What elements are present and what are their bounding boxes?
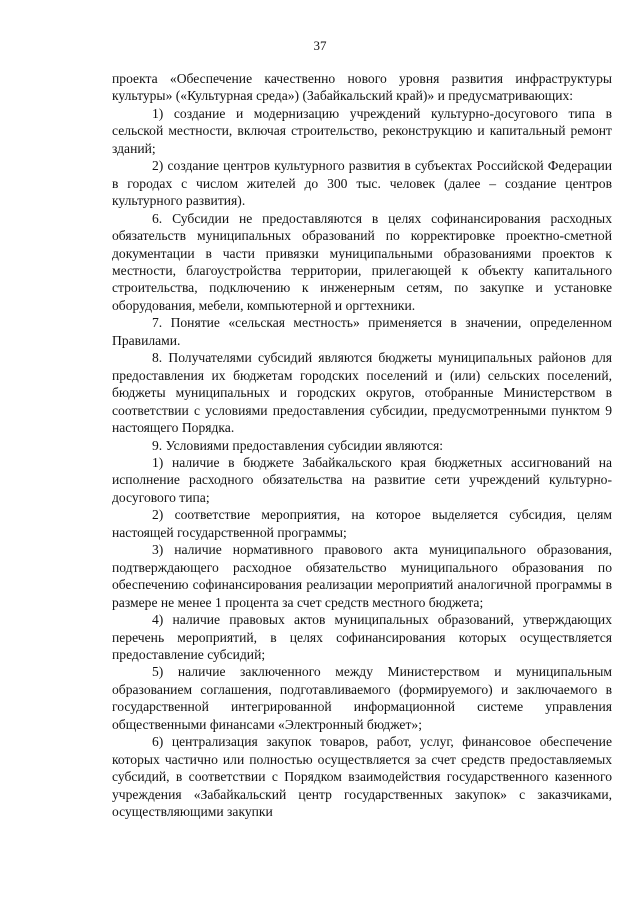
paragraph-6-subsidy-exclusions: 6. Субсидии не предоставляются в целях софинансирования расходных обязательств муниципальных образований по корректировке проектно-сметной документации в части привязки муниципальными образованиями проектов к местности, благоустройства территории, прилегающей к объекту капитального строительства, подключению к инженерным сетям, по закупке и установке оборудования, мебели, компьютерной и оргтехники.: [112, 210, 612, 313]
paragraph-condition-3-legal-act: 3) наличие нормативного правового акта муниципального образования, подтверждающего расходное обязательство муниципального образования по обеспечению софинансирования реализации мероприятий аналогичной программы в размере не менее 1 процента за счет средств местного бюджета;: [112, 542, 612, 610]
paragraph-8-subsidy-recipients: 8. Получателями субсидий являются бюджеты муниципальных районов для предоставления их бюджетам городских поселений и (или) сельских поселений, бюджеты муниципальных и городских округов, отобранные Министерством в соответствии с условиями предоставления субсидии, предусмотренными пунктом 9 настоящего Порядка.: [112, 350, 612, 436]
document-body: [112, 70, 612, 820]
paragraph-condition-4-legal-acts: 4) наличие правовых актов муниципальных образований, утверждающих перечень мероприятий, в целях софинансирования которых осуществляется предоставление субсидий;: [112, 612, 612, 662]
paragraph-item-1-rural-institutions: 1) создание и модернизацию учреждений культурно-досугового типа в сельской местности, включая строительство, реконструкцию и капитальный ремонт зданий;: [112, 105, 612, 156]
paragraph-item-2-cultural-centers: 2) создание центров культурного развития в субъектах Российской Федерации в городах с числом жителей до 300 тыс. человек (далее – создание центров культурного развития).: [112, 158, 612, 209]
page-number: 37: [313, 38, 327, 53]
paragraph-condition-2-compliance: 2) соответствие мероприятия, на которое выделяется субсидия, целям настоящей государственной программы;: [112, 507, 612, 540]
paragraph-condition-5-agreement: 5) наличие заключенного между Министерством и муниципальным образованием соглашения, подготавливаемого (формируемого) и заключаемого в государственной интегрированной информационной системе управления общественными финансами «Электронный бюджет»;: [112, 664, 612, 732]
paragraph-intro-continuation: проекта «Обеспечение качественно нового уровня развития инфраструктуры культуры» («Культурная среда») (Забайкальский край)» и предусматривающих:: [112, 71, 612, 104]
paragraph-condition-6-procurement: 6) централизация закупок товаров, работ, услуг, финансовое обеспечение которых частично или полностью осуществляется за счет средств предоставляемых субсидий, в соответствии с Порядком взаимодействия государственного казенного учреждения «Забайкальский центр государственных закупок» с заказчиками, осуществляющими закупки: [112, 734, 612, 820]
paragraph-condition-1-budget: 1) наличие в бюджете Забайкальского края бюджетных ассигнований на исполнение расходного обязательства на развитие сети учреждений культурно-досугового типа;: [112, 454, 612, 505]
paragraph-7-rural-area-definition: 7. Понятие «сельская местность» применяется в значении, определенном Правилами.: [112, 315, 612, 348]
paragraph-9-conditions-heading: 9. Условиями предоставления субсидии являются:: [152, 437, 444, 453]
